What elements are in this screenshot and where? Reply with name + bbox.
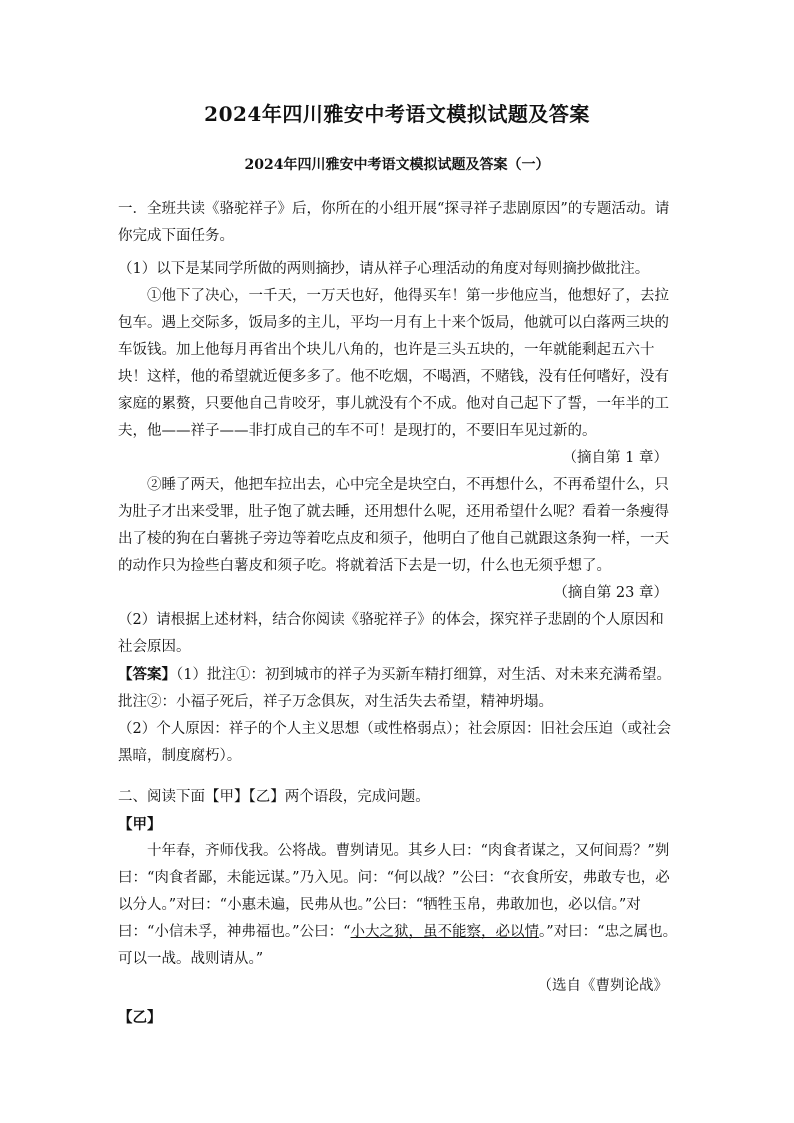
question-1-task-1: （1）以下是某同学所做的两则摘抄，请从祥子心理活动的角度对每则摘抄做批注。 [118,261,650,277]
question-2-intro: 二、阅读下面【甲】【乙】两个语段，完成问题。 [118,789,430,805]
excerpt-2: ②睡了两天，他把车拉出去，心中完全是块空白，不再想什么，不再希望什么，只为肚子才出来受罪，肚子饱了就去睡，还用想什么呢，还用希望什么呢？看着一条瘦得出了棱的狗在白薯挑子旁边等着吃点皮和须子，他明白了他自己就跟这条狗一样，一天的动作只为捡些白薯皮和须子吃。将就着活下去是一切，什么也无须乎想了。 [118,477,669,574]
passage-jia-underlined: 小大之狱，虽不能察，必以情 [350,924,539,940]
page-subtitle: 2024年四川雅安中考语文模拟试题及答案（一） [244,157,550,173]
answer-label: 【答案】 [118,666,176,683]
answer-line-2: 批注②：小福子死后，祥子万念俱灰，对生活失去希望，精神坍塌。 [118,694,553,710]
passage-jia-source: （选自《曹刿论战》 [537,978,668,994]
excerpt-1: ①他下了决心，一千天，一万天也好，他得买车！第一步他应当，他想好了，去拉包车。遇上交际多，饭局多的主儿，平均一月有上十来个饭局，他就可以白落两三块的车饭钱。加上他每月再省出个块儿八角的，也许是三头五块的，一年就能剩起五六十块！这样，他的希望就近便多多了。他不吃烟，不喝酒，不赌钱，没有任何嗜好，没有家庭的累赘，只要他自己肯咬牙，事儿就没有个不成。他对自己起下了誓，一年半的工夫，他——祥子——非打成自己的车不可！是现打的，不要旧车见过新的。 [118,288,669,439]
question-1-intro: 一．全班共读《骆驼祥子》后，你所在的小组开展“探寻祥子悲剧原因”的专题活动。请你完成下面任务。 [118,201,670,244]
passage-jia-text-before: 十年春，齐师伐我。公将战。曹刿请见。其乡人曰：“肉食者谋之，又何间焉？”刿曰：“肉食者鄙，未能远谋。”乃入见。问：“何以战？”公曰：“衣食所安，弗敢专也，必以分人。”对曰：“小惠未遍，民弗从也。”公曰：“牺牲玉帛，弗敢加也，必以信。”对曰：“小信未孚，神弗福也。”公曰：“ [118,843,670,940]
passage-yi-label: 【乙】 [118,1009,162,1026]
section-gap [118,770,678,784]
answer-line-3: （2）个人原因：祥子的个人主义思想（或性格弱点）；社会原因：旧社会压迫（或社会黑暗，制度腐朽）。 [118,721,671,764]
answer-line-1 [118,661,678,689]
answer-1-text: （1）批注①：初到城市的祥子为买新车精打细算，对生活、对未来充满希望。 [176,667,671,683]
excerpt-2-source: （摘自第 23 章） [553,585,668,601]
question-1-task-2: （2）请根据上述材料，结合你阅读《骆驼祥子》的体会，探究祥子悲剧的个人原因和社会原因。 [118,612,664,655]
document-body [118,196,678,1031]
page-title: 2024年四川雅安中考语文模拟试题及答案 [204,102,590,126]
passage-jia-text-after: 。”对曰：“忠之属也。可以一战。战则请从。” [118,924,678,967]
passage-jia [118,838,678,973]
excerpt-1-source: （摘自第 1 章） [562,450,668,466]
passage-jia-label: 【甲】 [118,816,162,833]
